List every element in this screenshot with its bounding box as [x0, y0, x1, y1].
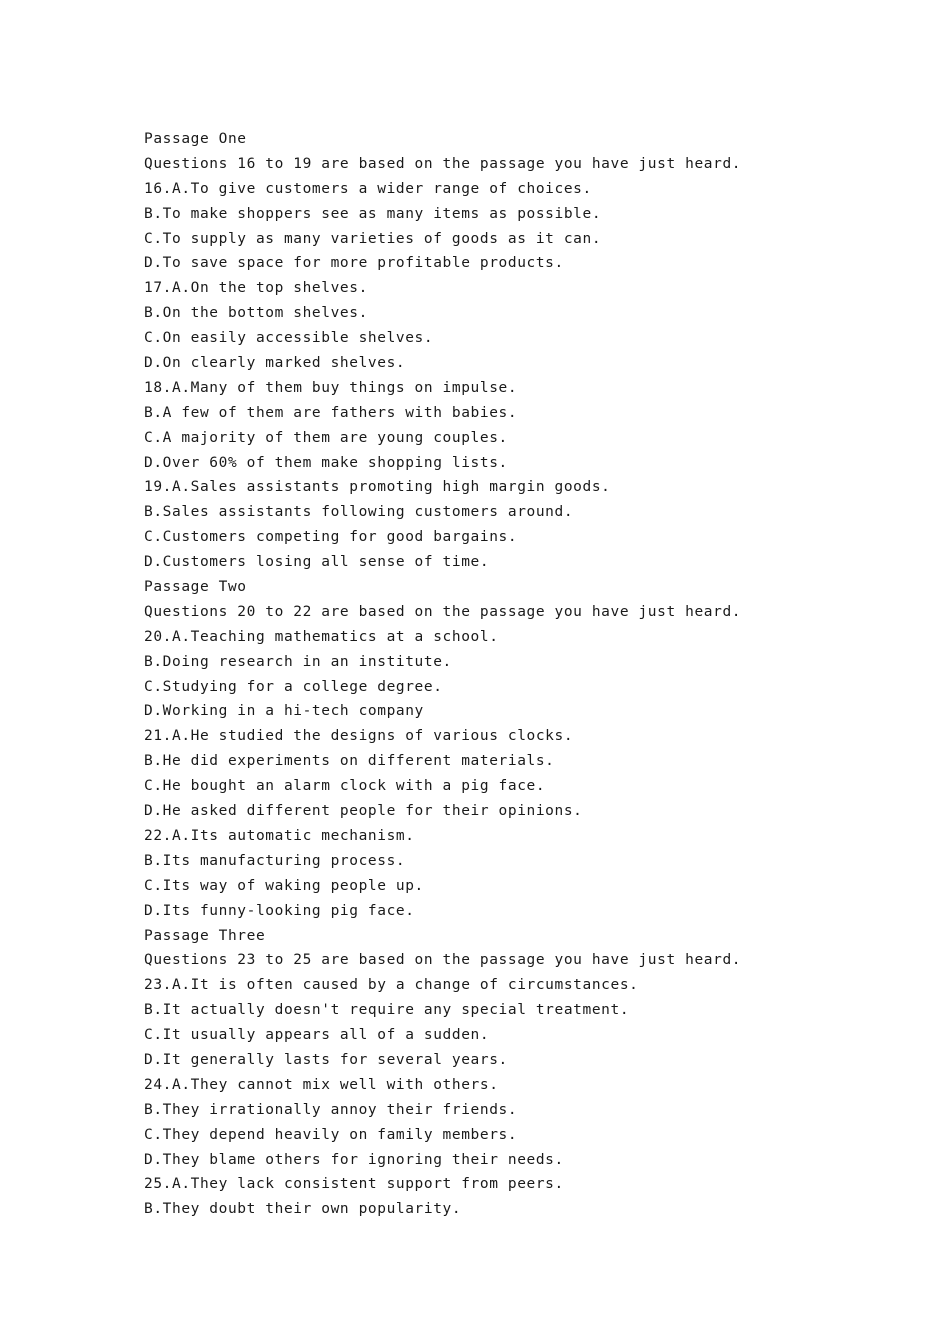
question-option: D.Working in a hi-tech company [144, 703, 424, 720]
question-option: 23.A.It is often caused by a change of circumstances. [144, 977, 639, 994]
question-option: B.It actually doesn't require any special treatment. [144, 1002, 630, 1019]
question-option: D.It generally lasts for several years. [144, 1051, 508, 1068]
question-option: B.They doubt their own popularity. [144, 1201, 462, 1218]
question-option: 22.A.Its automatic mechanism. [144, 827, 415, 844]
section-instruction: Questions 23 to 25 are based on the passage you have just heard. [144, 952, 742, 969]
question-option: C.Its way of waking people up. [144, 877, 424, 894]
question-option: D.Customers losing all sense of time. [144, 554, 490, 571]
question-option: B.A few of them are fathers with babies. [144, 404, 518, 421]
question-option: B.Its manufacturing process. [144, 852, 406, 869]
question-option: B.Doing research in an institute. [144, 653, 452, 670]
question-option: C.To supply as many varieties of goods as it can. [144, 230, 602, 247]
question-option: B.Sales assistants following customers around. [144, 504, 574, 521]
question-option: B.He did experiments on different materials. [144, 753, 555, 770]
question-option: C.A majority of them are young couples. [144, 429, 508, 446]
section-heading: Passage Two [144, 579, 247, 596]
question-option: B.They irrationally annoy their friends. [144, 1101, 518, 1118]
question-option: 25.A.They lack consistent support from peers. [144, 1176, 564, 1193]
question-option: D.Its funny-looking pig face. [144, 902, 415, 919]
question-option: 18.A.Many of them buy things on impulse. [144, 379, 518, 396]
question-option: 21.A.He studied the designs of various clocks. [144, 728, 574, 745]
question-option: C.Customers competing for good bargains. [144, 529, 518, 546]
section-instruction: Questions 20 to 22 are based on the passage you have just heard. [144, 603, 742, 620]
question-option: C.Studying for a college degree. [144, 678, 443, 695]
question-option: C.He bought an alarm clock with a pig face. [144, 778, 546, 795]
question-option: 17.A.On the top shelves. [144, 280, 368, 297]
section-heading: Passage One [144, 131, 247, 147]
question-option: C.It usually appears all of a sudden. [144, 1027, 490, 1044]
document-page [144, 127, 924, 1222]
question-option: B.To make shoppers see as many items as possible. [144, 205, 602, 222]
question-option: D.On clearly marked shelves. [144, 355, 406, 372]
question-option: 20.A.Teaching mathematics at a school. [144, 628, 499, 645]
question-option: D.Over 60% of them make shopping lists. [144, 454, 508, 471]
question-option: 24.A.They cannot mix well with others. [144, 1076, 499, 1093]
question-option: D.He asked different people for their opinions. [144, 803, 583, 820]
question-option: C.They depend heavily on family members. [144, 1126, 518, 1143]
question-option: D.They blame others for ignoring their needs. [144, 1151, 564, 1168]
question-option: 19.A.Sales assistants promoting high margin goods. [144, 479, 611, 496]
question-option: D.To save space for more profitable products. [144, 255, 564, 272]
section-heading: Passage Three [144, 927, 266, 944]
question-option: B.On the bottom shelves. [144, 305, 368, 322]
section-instruction: Questions 16 to 19 are based on the passage you have just heard. [144, 155, 742, 172]
question-option: 16.A.To give customers a wider range of choices. [144, 180, 592, 197]
question-option: C.On easily accessible shelves. [144, 330, 434, 347]
